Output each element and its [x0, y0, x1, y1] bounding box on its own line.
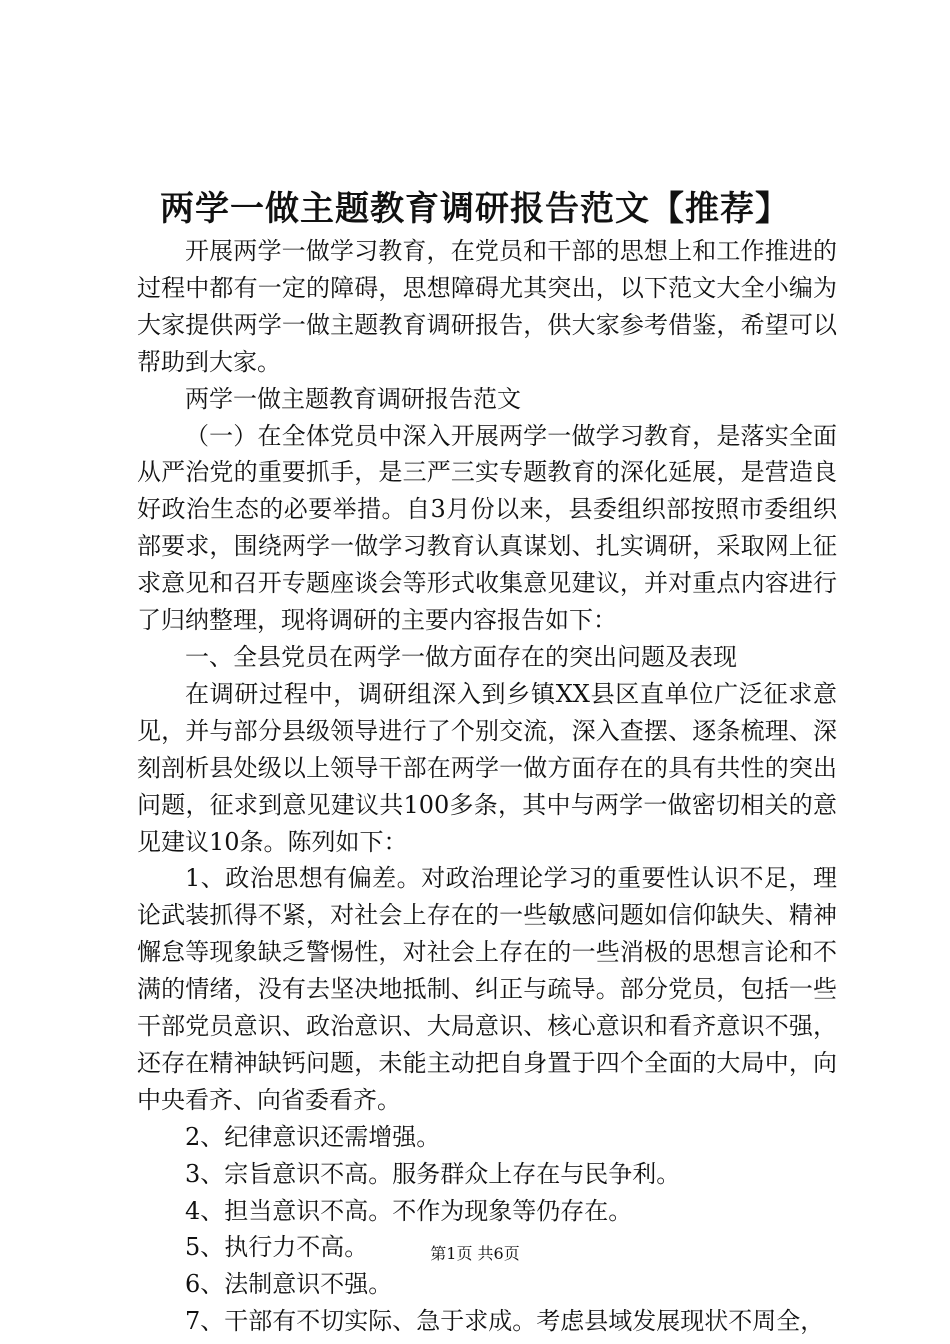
- document-title: 两学一做主题教育调研报告范文【推荐】: [160, 189, 790, 229]
- list-item-1: 1、政治思想有偏差。对政治理论学习的重要性认识不足，理论武装抓得不紧，对社会上存在的一些敏感问题如信仰缺失、精神懈怠等现象缺乏警惕性，对社会上存在的一些消极的思想言论和不满的情绪，没有去坚决地抵制、纠正与疏导。部分党员，包括一些干部党员意识、政治意识、大局意识、核心意识和看齐意识不强，还存在精神缺钙问题，未能主动把自身置于四个全面的大局中，向中央看齐、向省委看齐。: [137, 864, 837, 1114]
- list-item-2: 2、纪律意识还需增强。: [185, 1122, 441, 1151]
- list-item-5: 5、执行力不高。: [185, 1233, 369, 1262]
- document-body: [137, 233, 837, 1340]
- page-footer: 第1页 共6页: [430, 1244, 520, 1263]
- list-item-3: 3、宗旨意识不高。服务群众上存在与民争利。: [185, 1159, 681, 1188]
- list-item-6: 6、法制意识不强。: [185, 1270, 393, 1299]
- paragraph-intro: 开展两学一做学习教育，在党员和干部的思想上和工作推进的过程中都有一定的障碍，思想障碍尤其突出，以下范文大全小编为大家提供两学一做主题教育调研报告，供大家参考借鉴，希望可以帮助到大家。: [137, 237, 837, 376]
- paragraph-research-process: 在调研过程中，调研组深入到乡镇XX县区直单位广泛征求意见，并与部分县级领导进行了个别交流，深入查摆、逐条梳理、深刻剖析县处级以上领导干部在两学一做方面存在的具有共性的突出问题，征求到意见建议共100多条，其中与两学一做密切相关的意见建议10条。陈列如下：: [137, 679, 837, 856]
- paragraph-heading-problems: 一、全县党员在两学一做方面存在的突出问题及表现: [185, 642, 737, 671]
- list-item-4: 4、担当意识不高。不作为现象等仍存在。: [185, 1196, 633, 1225]
- list-item-7: 7、干部有不切实际、急于求成。考虑县域发展现状不周全，: [185, 1307, 825, 1336]
- paragraph-subtitle: 两学一做主题教育调研报告范文: [185, 384, 521, 413]
- paragraph-section-one-intro: （一）在全体党员中深入开展两学一做学习教育，是落实全面从严治党的重要抓手，是三严三实专题教育的深化延展，是营造良好政治生态的必要举措。自3月份以来，县委组织部按照市委组织部要求，围绕两学一做学习教育认真谋划、扎实调研，采取网上征求意见和召开专题座谈会等形式收集意见建议，并对重点内容进行了归纳整理，现将调研的主要内容报告如下：: [137, 421, 837, 635]
